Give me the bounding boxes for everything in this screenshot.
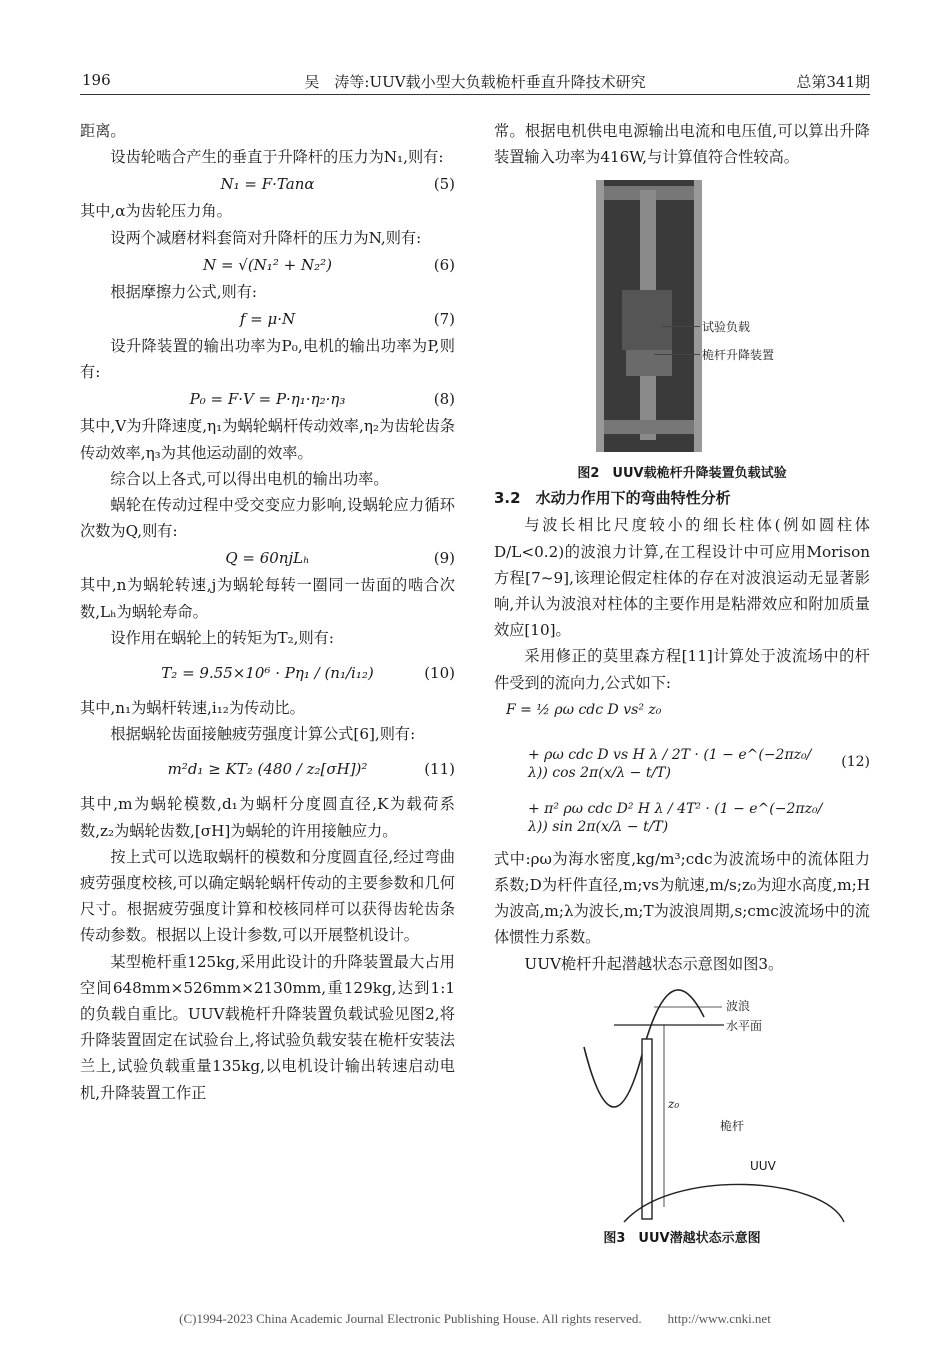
paragraph: 其中,m为蜗轮模数,d₁为蜗杆分度圆直径,K为载荷系数,z₂为蜗轮齿数,[σH]为蜗轮的许用接触应力。	[80, 795, 455, 840]
equation-10: T₂ = 9.55×10⁶ · Pη₁ / (n₁/i₁₂) (10)	[161, 664, 455, 683]
equation-7: f = μ·N (7)	[239, 310, 455, 329]
equation-9: Q = 60njLₕ (9)	[225, 549, 455, 568]
label-uuv: UUV	[750, 1158, 776, 1173]
leader-line	[662, 326, 700, 327]
right-column	[494, 118, 870, 1246]
mast	[642, 1039, 652, 1219]
paragraph: 综合以上各式,可以得出电机的输出功率。	[110, 469, 389, 488]
paragraph: 常。根据电机供电电源输出电流和电压值,可以算出升降装置输入功率为416W,与计算值符合性较高。	[494, 122, 870, 167]
figure-2-photo	[596, 180, 702, 452]
paragraph: 距离。	[80, 122, 126, 140]
section-heading: 3.2 水动力作用下的弯曲特性分析	[494, 489, 731, 508]
figure-2-caption: 图2 UUV载桅杆升降装置负载试验	[577, 466, 787, 482]
left-column	[80, 118, 455, 1106]
paragraph: 式中:ρω为海水密度,kg/m³;cdc为波流场中的流体阻力系数;D为杆件直径,m;vs为航速,m/s;z₀为迎水高度,m;H为波高,m;λ为波长,m;T为波浪周期,s;cmc波流场中的流体惯性力系数。	[494, 849, 870, 947]
eq12-line-3: + π² ρω cdc D² H λ / 4T² · (1 − e^(−2πz₀/λ)) sin 2π(x/λ − t/T)	[528, 800, 823, 835]
equation-8: P₀ = F·V = P·η₁·η₂·η₃ (8)	[189, 390, 455, 409]
figure-3-caption: 图3 UUV潜越状态示意图	[603, 1230, 761, 1246]
equation-11: m²d₁ ≥ KT₂ (480 / z₂[σH])² (11)	[167, 760, 455, 779]
eq12-number: (12)	[841, 753, 870, 770]
paragraph: UUV桅杆升起潜越状态示意图如图3。	[524, 954, 784, 973]
paragraph: 设升降装置的输出功率为P₀,电机的输出功率为P,则有:	[80, 337, 455, 382]
paragraph: 根据蜗轮齿面接触疲劳强度计算公式[6],则有:	[110, 725, 416, 744]
label-test-load: 试验负载	[702, 320, 751, 334]
paragraph: 根据摩擦力公式,则有:	[110, 282, 258, 301]
label-wave: 波浪	[726, 998, 751, 1013]
issue-number: 总第341期	[796, 73, 870, 91]
label-water-level: 水平面	[726, 1018, 763, 1033]
uuv-hull	[624, 1184, 844, 1222]
header-rule	[80, 94, 870, 95]
paragraph: 按上式可以选取蜗杆的模数和分度圆直径,经过弯曲疲劳强度校核,可以确定蜗轮蜗杆传动的主要参数和几何尺寸。根据疲劳强度计算和校核同样可以获得齿轮齿条传动参数。根据以上设计参数,可以开展整机设计。	[80, 847, 455, 945]
page-number: 196	[82, 71, 111, 89]
paragraph: 设齿轮啮合产生的垂直于升降杆的压力为N₁,则有:	[110, 148, 444, 167]
test-rig-image	[596, 180, 702, 452]
equation-6: N = √(N₁² + N₂²) (6)	[203, 255, 455, 274]
paragraph: 其中,α为齿轮压力角。	[80, 202, 232, 221]
equation-5: N₁ = F·Tanα (5)	[220, 175, 455, 194]
paragraph: 某型桅杆重125kg,采用此设计的升降装置最大占用空间648mm×526mm×2130mm,重129kg,达到1:1的负载自重比。UUV载桅杆升降装置负载试验见图2,将升降装置固定在试验台上,将试验负载安装在桅杆安装法兰上,试验负载重量135kg,以电机设计输出转速启动电机,升降装置工作正	[80, 952, 455, 1102]
eq12-line-1: F = ½ ρω cdc D vs² z₀	[506, 701, 662, 718]
copyright-footer: (C)1994-2023 China Academic Journal Electronic Publishing House. All rights reserved. http://www.cnki.net	[179, 1311, 771, 1326]
paragraph: 蜗轮在传动过程中受交变应力影响,设蜗轮应力循环次数为Q,则有:	[80, 496, 455, 541]
uuv-diagram	[494, 977, 870, 1227]
paragraph: 其中,n₁为蜗杆转速,i₁₂为传动比。	[80, 699, 305, 718]
paragraph: 采用修正的莫里森方程[11]计算处于波流场中的杆件受到的流向力,公式如下:	[494, 647, 870, 692]
paragraph: 设作用在蜗轮上的转矩为T₂,则有:	[110, 628, 334, 647]
paragraph: 其中,V为升降速度,η₁为蜗轮蜗杆传动效率,η₂为齿轮齿条传动效率,η₃为其他运动副的效率。	[80, 417, 455, 462]
label-mast: 桅杆	[720, 1118, 745, 1133]
leader-line	[654, 354, 700, 355]
paragraph: 设两个减磨材料套筒对升降杆的压力为N,则有:	[110, 228, 422, 247]
running-title: 吴 涛等:UUV载小型大负载桅杆垂直升降技术研究	[304, 73, 646, 91]
equation-12	[494, 696, 870, 846]
label-z0: z₀	[668, 1096, 680, 1111]
figure-3-diagram	[494, 977, 870, 1227]
paragraph: 与波长相比尺度较小的细长柱体(例如圆柱体D/L<0.2)的波浪力计算,在工程设计中可应用Morison方程[7~9],该理论假定柱体的存在对波浪运动无显著影响,并认为波浪对柱体的主要作用是粘滞效应和附加质量效应[10]。	[494, 516, 870, 640]
label-lifting-device: 桅杆升降装置	[702, 348, 775, 362]
paragraph: 其中,n为蜗轮转速,j为蜗轮每转一圈同一齿面的啮合次数,Lₕ为蜗轮寿命。	[80, 576, 455, 621]
eq12-line-2: + ρω cdc D vs H λ / 2T · (1 − e^(−2πz₀/λ)) cos 2π(x/λ − t/T)	[528, 746, 812, 781]
